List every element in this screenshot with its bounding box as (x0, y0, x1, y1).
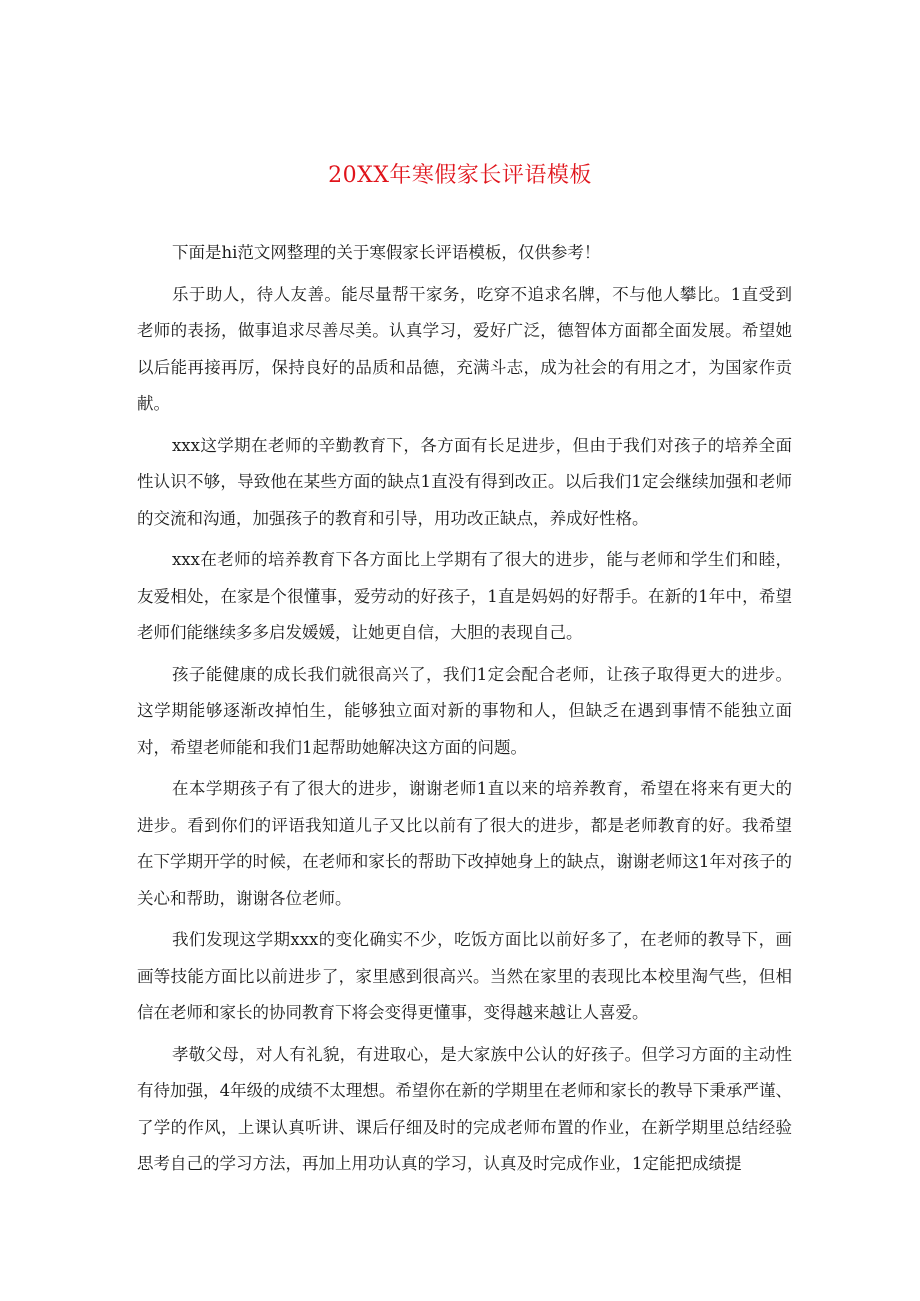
intro-paragraph: 下面是hi范文网整理的关于寒假家长评语模板，仅供参考！ (172, 243, 601, 262)
paragraph-3: xxx在老师的培养教育下各方面比上学期有了很大的进步，能与老师和学生们和睦，友爱相处，在家是个很懂事，爱劳动的好孩子，1直是妈妈的好帮手。在新的1年中，希望老师们能继续多多启发媛媛，让她更自信，大胆的表现自己。 (137, 550, 792, 642)
paragraph-6: 我们发现这学期xxx的变化确实不少，吃饭方面比以前好多了，在老师的教导下，画画等技能方面比以前进步了，家里感到很高兴。当然在家里的表现比本校里淘气些，但相信在老师和家长的协同教育下将会变得更懂事，变得越来越让人喜爱。 (137, 930, 792, 1022)
paragraph-5: 在本学期孩子有了很大的进步，谢谢老师1直以来的培养教育，希望在将来有更大的进步。看到你们的评语我知道儿子又比以前有了很大的进步，都是老师教育的好。我希望在下学期开学的时候，在老师和家长的帮助下改掉她身上的缺点，谢谢老师这1年对孩子的关心和帮助，谢谢各位老师。 (137, 779, 792, 908)
paragraph-2: xxx这学期在老师的辛勤教育下，各方面有长足进步，但由于我们对孩子的培养全面性认识不够，导致他在某些方面的缺点1直没有得到改正。以后我们1定会继续加强和老师的交流和沟通，加强孩子的教育和引导，用功改正缺点，养成好性格。 (137, 435, 792, 528)
document-body (137, 235, 792, 1188)
document-title: 20XX年寒假家长评语模板 (328, 163, 592, 188)
paragraph-7: 孝敬父母，对人有礼貌，有进取心，是大家族中公认的好孩子。但学习方面的主动性有待加强，4年级的成绩不太理想。希望你在新的学期里在老师和家长的教导下秉承严谨、了学的作风，上课认真听讲、课后仔细及时的完成老师布置的作业，在新学期里总结经验思考自己的学习方法，再加上用功认真的学习，认真及时完成作业，1定能把成绩提 (137, 1044, 792, 1173)
paragraph-4: 孩子能健康的成长我们就很高兴了，我们1定会配合老师，让孩子取得更大的进步。这学期能够逐渐改掉怕生，能够独立面对新的事物和人，但缺乏在遇到事情不能独立面对，希望老师能和我们1起帮助她解决这方面的问题。 (137, 664, 792, 757)
paragraph-1: 乐于助人，待人友善。能尽量帮干家务，吃穿不追求名牌，不与他人攀比。1直受到老师的表扬，做事追求尽善尽美。认真学习，爱好广泛，德智体方面都全面发展。希望她以后能再接再厉，保持良好的品质和品德，充满斗志，成为社会的有用之才，为国家作贡献。 (137, 284, 792, 413)
